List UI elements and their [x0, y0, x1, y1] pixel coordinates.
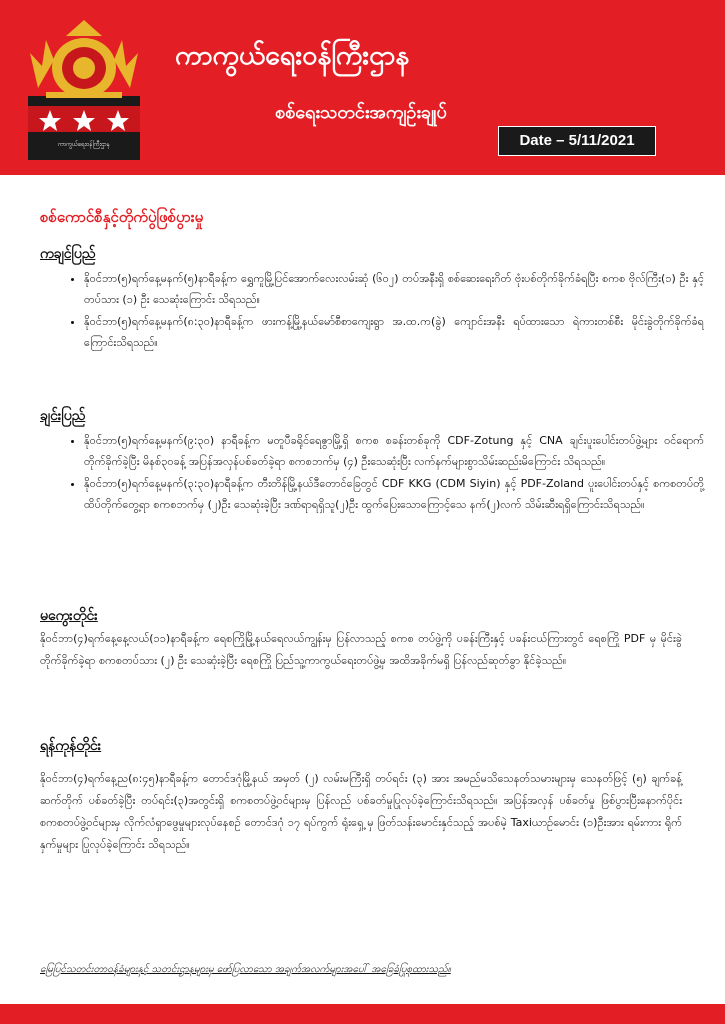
bottom-bar — [0, 1004, 725, 1024]
list-item: • နိုဝင်ဘာ(၅)ရက်နေ့မနက်(၉:၃၀) နာရီခန့်က မတူပီခရိုင်ရေဇွာမြို့ရှိ စကစ စခန်းတစ်ခုကို CDF-Zotung နှင့် CNA ချင်းပူးပေါင်းတပ်ဖွဲ့များ ဝင်ရောက်တိုက်ခိုက်ခဲ့ပြီး မိနစ်၃၀ခန့် အပြန်အလှန်ပစ်ခတ်ခဲ့ရာ စကစဘက်မှ (၄) ဦးသေဆုံးပြီး လက်နက်များစွာသိမ်းဆည်းမိကြောင်း သိရသည်။ — [84, 430, 704, 472]
kachin-incident-list — [62, 268, 704, 354]
section-title-yangon: ရန်ကုန်တိုင်း — [40, 738, 102, 754]
magway-paragraph: နိုဝင်ဘာ(၄)ရက်နေ့နေ့လယ်(၁၁)နာရီခန့်က ရေစကြိုမြို့နယ်ရေလယ်ကျွန်းမှ ပြန်လာသည့် စကစ တပ်ဖွဲ့ကို ပခန်းကြီးနှင့် ပခန်းငယ်ကြားတွင် ရေစကြို PDF မှ မိုင်းခွဲတိုက်ခိုက်ခဲ့ရာ စကစတပ်သား (၂) ဦး သေဆုံးခဲ့ပြီး ရေစကြို ပြည်သူ့ကာကွယ်ရေးတပ်ဖွဲ့မှ အထိအခိုက်မရှိ ပြန်လည်ဆုတ်ခွာ နိုင်ခဲ့သည်။ — [40, 632, 682, 667]
section-title-kachin: ကချင်ပြည် — [40, 246, 96, 262]
list-item: • နိုဝင်ဘာ(၅)ရက်နေ့မနက်(၅)နာရီခန့်က ရွှေကူမြို့ပြင်အောက်လေးလမ်းဆုံ (၆၀၂) တပ်အနီးရှိ စစ်ဆေးရေးဂိတ် ဗုံးပစ်တိုက်ခိုက်ခံရပြီး စကစ ဗိုလ်ကြီး(၁) ဦး နှင့်တပ်သား (၁) ဦး သေဆုံးကြောင်း သိရသည်။ — [84, 268, 704, 310]
list-item: • နိုဝင်ဘာ(၅)ရက်နေ့မနက်(၃:၃၀)နာရီခန့်က တီးတိန်မြို့နယ်ဒီတောင်ခြေတွင် CDF KKG (CDM Siyin) နှင့် PDF-Zoland ပူးပေါင်းတပ်နှင့် စကစတပ်တို့ ထိပ်တိုက်တွေ့ရာ စကစဘက်မှ (၂)ဦး သေဆုံးခဲ့ပြီး ဒဏ်ရာရရှိသူ(၂)ဦး ထွက်ပြေးသောကြောင့်သေ နက်(၂)လက် သိမ်းဆီးရရှိကြောင်းသိရသည်။ — [84, 473, 704, 515]
emblem-caption: ကာကွယ်ရေးဝန်ကြီးဌာန — [57, 141, 111, 148]
source-footnote: မြေပြင်သတင်းတာဝန်ခံများနှင့် သတင်းဌာနများမှ ဖော်ပြလာသော အချက်အလက်များအပေါ် အခြေခံပြုစုထားသည်။ — [40, 964, 451, 975]
state-emblem-icon — [28, 18, 140, 160]
header-banner — [0, 0, 725, 175]
section-title-magway: မကွေးတိုင်း — [40, 608, 98, 624]
yangon-paragraph: နိုဝင်ဘာ(၄)ရက်နေ့ည(၈:၄၅)နာရီခန့်က တောင်ဒဂုံမြို့နယ် အမှတ် (၂) လမ်းမကြီးရှိ တပ်ရင်း (၃) အား အမည်မသိသေနတ်သမားများမှ သေနတ်ဖြင့် (၅) ချက်ခန့် ဆက်တိုက် ပစ်ခတ်ခဲ့ပြီး တပ်ရင်း(၃)အတွင်းရှိ စကစတပ်ဖွဲ့ဝင်များမှ ပြန်လည် ပစ်ခတ်မှုပြုလုပ်ခဲ့ကြောင်းသိရသည်။ အပြန်အလှန် ပစ်ခတ်မှု ဖြစ်ပွားပြီးနောက်ပိုင်း စကစတပ်ဖွဲ့ဝင်များမှ လိုက်လံရှာဖွေမှုများလုပ်နေစဉ် တောင်ဒဂုံ ၁၇ ရပ်ကွက် ရုံးရှေ့ မှ ဖြတ်သန်းမောင်းနှင်သည့် အပစ်မဲ့ Taxiယာဉ်မောင်း (၁)ဦးအား ရမ်းကား ရိုက်နှက်မှုများ ပြုလုပ်ခဲ့ကြောင်း သိရသည်။ — [40, 772, 682, 851]
ministry-title: ကာကွယ်ရေးဝန်ကြီးဌာန — [175, 40, 410, 71]
report-headline: စစ်ကောင်စီနှင့်တိုက်ပွဲဖြစ်ပွားမှု — [40, 208, 204, 226]
chin-incident-list — [62, 430, 704, 516]
date-label: Date – 5/11/2021 — [498, 126, 656, 156]
report-subtitle: စစ်ရေးသတင်းအကျဉ်းချုပ် — [275, 102, 447, 123]
section-title-chin: ချင်းပြည် — [40, 408, 86, 424]
list-item: • နိုဝင်ဘာ(၅)ရက်နေ့မနက်(၈:၃၀)နာရီခန့်က ဖားကန့်မြို့နယ်မော်စီစာကျေးရွာ အ.ထ.က(ခွဲ) ကျောင်းအနီး ရပ်ထားသော ရဲကားတစ်စီး မိုင်းခွဲတိုက်ခိုက်ခံရကြောင်းသိရသည်။ — [84, 311, 704, 353]
